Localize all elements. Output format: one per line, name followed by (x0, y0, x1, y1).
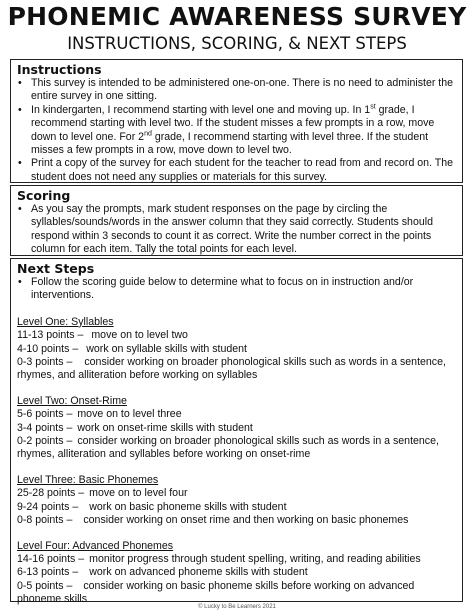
copyright-footer: © Lucky to Be Learners 2021 (198, 604, 276, 610)
level-heading: Level One: Syllables (17, 315, 114, 328)
score-row (17, 408, 456, 421)
instructions-bullet-3: • Print a copy of the survey for each student for the teacher to read from and record on. The student does not need any supplies or materials for this survey. (17, 157, 456, 184)
score-row (17, 514, 456, 527)
next-steps-heading: Next Steps (17, 261, 95, 276)
score-row (17, 422, 456, 435)
points-range: 0-5 points – (17, 579, 73, 592)
recommended-action: move on to level three (77, 408, 182, 421)
recommended-action: move on to level four (89, 487, 188, 500)
points-range: 6-13 points – (17, 566, 79, 579)
recommended-action: work on onset-rime skills with student (77, 421, 253, 434)
score-row (17, 487, 456, 500)
score-row (17, 356, 456, 383)
instructions-bullet-2-part-3: grade, I recommend starting with level three. If the student misses a few prompts in a row, move down to level two. (31, 130, 429, 157)
points-range: 3-4 points – (17, 421, 73, 434)
points-range: 9-24 points – (17, 500, 79, 513)
scoring-heading: Scoring (17, 188, 71, 203)
level-three-block (17, 474, 456, 528)
level-heading: Level Two: Onset-Rime (17, 394, 127, 407)
points-range: 0-3 points – (17, 356, 73, 369)
score-row (17, 553, 456, 566)
score-row (17, 501, 456, 514)
score-row (17, 329, 456, 342)
instructions-heading: Instructions (17, 62, 102, 77)
level-four-block (17, 540, 456, 607)
score-row (17, 566, 456, 579)
ordinal-suffix-2nd: nd (144, 130, 152, 138)
instructions-bullet-2-part-1: In kindergarten, I recommend starting with level one and moving up. In 1 (31, 103, 371, 116)
recommended-action: consider working on broader phonological skills such as words in a sentence, rhymes, and alliteration before working on syllables (17, 356, 446, 382)
instructions-section (10, 59, 463, 183)
score-row (17, 343, 456, 356)
instructions-list (17, 77, 456, 184)
recommended-action: consider working on broader phonological skills such as words in a sentence, rhymes, alliteration and syllables before working on onset-rime (17, 435, 439, 461)
points-range: 25-28 points – (17, 487, 85, 500)
level-heading: Level Three: Basic Phonemes (17, 473, 159, 486)
ordinal-suffix-1st: st (370, 103, 376, 111)
page-subtitle: INSTRUCTIONS, SCORING, & NEXT STEPS (67, 34, 407, 53)
level-one-block (17, 316, 456, 383)
recommended-action: work on advanced phoneme skills with student (89, 566, 308, 579)
recommended-action: move on to level two (91, 329, 188, 342)
instructions-bullet-2-part-2: grade, I recommend starting with level two. If the student misses a few prompts in a row, move down to level one. For 2 (31, 103, 435, 143)
recommended-action: consider working on basic phoneme skills before working on advanced phoneme skills (17, 579, 415, 606)
recommended-action: monitor progress through student spelling, writing, and reading abilities (89, 552, 421, 565)
points-range: 0-8 points – (17, 514, 73, 527)
scoring-section (10, 185, 463, 256)
level-two-block (17, 395, 456, 462)
level-heading: Level Four: Advanced Phonemes (17, 539, 174, 552)
points-range: 5-6 points – (17, 408, 73, 421)
recommended-action: work on syllable skills with student (86, 342, 248, 355)
score-row (17, 435, 456, 462)
scoring-list (17, 203, 456, 257)
page-title: PHONEMIC AWARENESS SURVEY (7, 2, 467, 31)
next-steps-section (10, 258, 463, 606)
scoring-bullet-1: • As you say the prompts, mark student responses on the page by circling the syllables/sounds/words in the answer column that they said correctly. Students should respond within 3 seconds to count it as correct. Write the number correct in the points column for each item. Tally the total points for each level. (17, 203, 456, 257)
instructions-bullet-1: • This survey is intended to be administered one-on-one. There is no need to administer the entire survey in one sitting. (17, 77, 456, 104)
points-range: 4-10 points – (17, 342, 79, 355)
points-range: 0-2 points – (17, 435, 73, 448)
recommended-action: work on basic phoneme skills with student (89, 500, 287, 513)
next-steps-list (17, 276, 456, 303)
points-range: 11-13 points – (17, 329, 84, 342)
instructions-bullet-2 (17, 104, 456, 158)
next-steps-bullet: • Follow the scoring guide below to determine what to focus on in instruction and/or interventions. (17, 276, 456, 303)
points-range: 14-16 points – (17, 552, 85, 565)
recommended-action: consider working on onset rime and then working on basic phonemes (83, 514, 409, 527)
